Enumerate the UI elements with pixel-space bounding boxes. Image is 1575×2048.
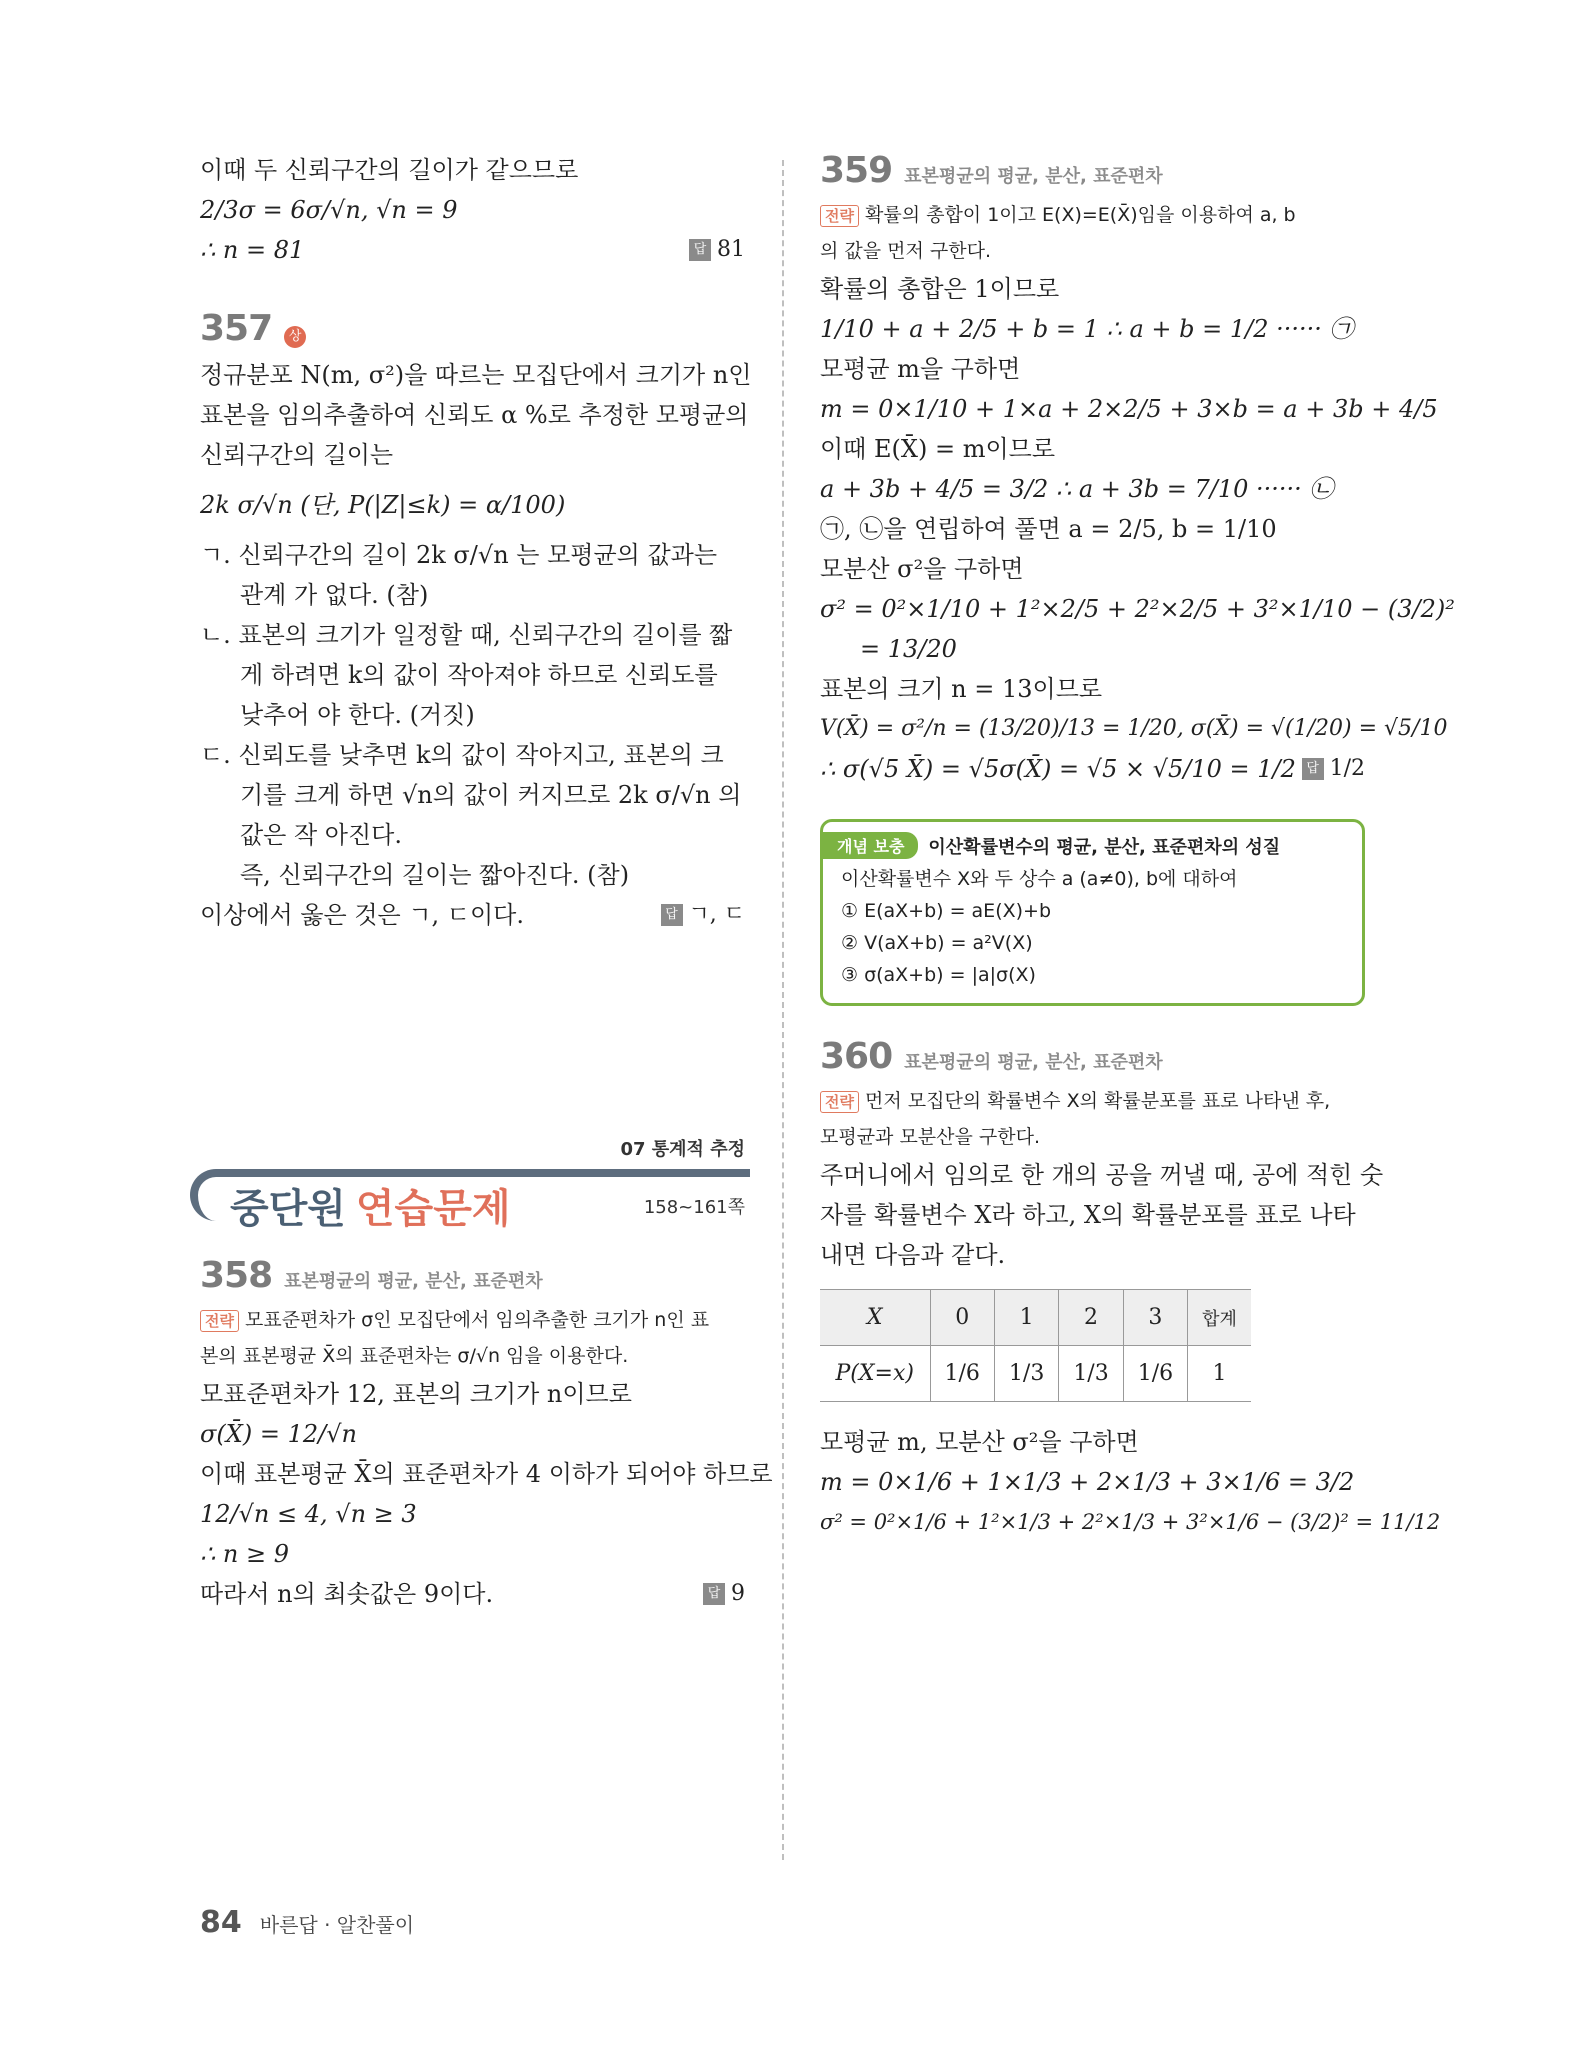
concept-header — [837, 832, 1344, 859]
probability-table — [820, 1289, 1251, 1402]
concept-box — [820, 819, 1365, 1006]
answer-badge — [703, 1574, 745, 1614]
table-cell: 1 — [1188, 1346, 1251, 1402]
math-line: 1/10 + a + 2/5 + b = 1 ∴ a + b = 1/2 ······ ㉠ — [820, 315, 1354, 343]
concept-line: ① E(aX+b) = aE(X)+b — [841, 900, 1052, 922]
table-cell: 3 — [1123, 1290, 1187, 1346]
answer-value: 1/2 — [1329, 756, 1365, 781]
concept-line: ② V(aX+b) = a²V(X) — [841, 932, 1033, 954]
problem-topic: 표본평균의 평균, 분산, 표준편차 — [284, 1271, 543, 1292]
strategy-tag: 전략 — [820, 1091, 859, 1113]
strategy-line: 모평균과 모분산을 구한다. — [820, 1126, 1041, 1148]
text-line: 모평균 m을 구하면 — [820, 355, 1021, 383]
math-line: ∴ σ(√5 X̄) = √5σ(X̄) = √5 × √5/10 = 1/2 — [820, 755, 1296, 783]
strategy-line: 먼저 모집단의 확률변수 X의 확률분포를 표로 나타낸 후, — [864, 1090, 1331, 1112]
strategy-line: 의 값을 먼저 구한다. — [820, 240, 991, 262]
problem-number: 357 — [200, 308, 273, 349]
answer-icon: 답 — [703, 1583, 725, 1605]
footer-text: 바른답 · 알찬풀이 — [259, 1913, 415, 1937]
math-line: m = 0×1/6 + 1×1/3 + 2×1/3 + 3×1/6 = 3/2 — [820, 1468, 1355, 1496]
table-cell: 1/3 — [1059, 1346, 1123, 1402]
table-row — [820, 1290, 1251, 1346]
page-number: 84 — [200, 1905, 242, 1940]
section-title-b: 연습문제 — [355, 1186, 511, 1232]
page-footer — [200, 1905, 414, 1940]
table-cell: 0 — [930, 1290, 994, 1346]
difficulty-badge: 상 — [284, 326, 306, 348]
math-line: 12/√n ≤ 4, √n ≥ 3 — [200, 1500, 417, 1528]
concept-tag: 개념 보충 — [823, 832, 918, 859]
concept-line: 이산확률변수 X와 두 상수 a (a≠0), b에 대하여 — [841, 868, 1238, 890]
strategy-line: 본의 표본평균 X̄의 표준편차는 σ/√n 임을 이용한다. — [200, 1345, 629, 1367]
answer-badge — [1302, 749, 1365, 789]
table-cell: 합계 — [1188, 1290, 1251, 1346]
math-line: σ(X̄) = 12/√n — [200, 1420, 357, 1448]
list-item: ㄱ. 신뢰구간의 길이 2k σ/√n 는 모평균의 값과는 관계 가 없다. (참) — [200, 541, 718, 609]
strategy-tag: 전략 — [820, 205, 859, 227]
table-cell: 1/6 — [930, 1346, 994, 1402]
answer-badge — [689, 230, 745, 270]
table-cell: 1/6 — [1123, 1346, 1187, 1402]
problem-358-header — [200, 1255, 745, 1296]
text-line: 표본의 크기 n = 13이므로 — [820, 675, 1103, 703]
text-line: 즉, 신뢰구간의 길이는 짧아진다. (참) — [240, 861, 630, 889]
answer-badge — [661, 895, 746, 935]
answer-value: ㄱ, ㄷ — [688, 902, 745, 927]
strategy-text — [820, 1083, 1365, 1155]
text-line: 이때 E(X̄) = m이므로 — [820, 435, 1056, 463]
text-line: 자를 확률변수 X라 하고, X의 확률분포를 표로 나타 — [820, 1201, 1356, 1229]
problem-topic: 표본평균의 평균, 분산, 표준편차 — [904, 166, 1163, 187]
right-column — [820, 150, 1455, 1542]
math-line: 2/3σ = 6σ/√n, √n = 9 — [200, 196, 458, 224]
answer-value: 9 — [731, 1581, 745, 1606]
text-line: 정규분포 N(m, σ²)을 따르는 모집단에서 크기가 n인 — [200, 361, 752, 389]
table-cell: 2 — [1059, 1290, 1123, 1346]
problem-359-header — [820, 150, 1365, 191]
text-line: 이때 표본평균 X̄의 표준편차가 4 이하가 되어야 하므로 — [200, 1460, 773, 1488]
text-line: 표본을 임의추출하여 신뢰도 α %로 추정한 모평균의 — [200, 401, 749, 429]
text-line: 신뢰구간의 길이는 — [200, 441, 394, 469]
math-line: V(X̄) = σ²/n = (13/20)/13 = 1/20, σ(X̄) = √(1/20) = √5/10 — [820, 716, 1448, 741]
text-line: 모분산 σ²을 구하면 — [820, 555, 1024, 583]
text-line: 모평균 m, 모분산 σ²을 구하면 — [820, 1428, 1139, 1456]
section-title — [230, 1177, 510, 1234]
math-line: 2k σ/√n (단, P(|Z|≤k) = α/100) — [200, 491, 566, 519]
text-line: 확률의 총합은 1이므로 — [820, 275, 1060, 303]
table-cell: X — [820, 1290, 930, 1346]
problem-357-header — [200, 308, 745, 349]
math-line: a + 3b + 4/5 = 3/2 ∴ a + 3b = 7/10 ······ ㉡ — [820, 475, 1334, 503]
strategy-tag: 전략 — [200, 1310, 239, 1332]
left-column — [200, 150, 773, 1614]
list-item: ㄷ. 신뢰도를 낮추면 k의 값이 작아지고, 표본의 크기를 크게 하면 √n의 값이 커지므로 2k σ/√n 의 값은 작 아진다. — [200, 741, 742, 849]
table-cell: P(X=x) — [820, 1346, 930, 1402]
problem-topic: 표본평균의 평균, 분산, 표준편차 — [904, 1052, 1163, 1073]
strategy-text — [820, 197, 1365, 269]
answer-icon: 답 — [661, 904, 683, 926]
concept-line: ③ σ(aX+b) = |a|σ(X) — [841, 964, 1036, 986]
answer-row — [200, 1574, 745, 1614]
answer-value: 81 — [717, 237, 745, 262]
table-cell: 1 — [994, 1290, 1058, 1346]
answer-row — [200, 895, 745, 935]
answer-row — [200, 230, 745, 270]
text-line: 이상에서 옳은 것은 ㄱ, ㄷ이다. — [200, 901, 524, 929]
table-row — [820, 1346, 1251, 1402]
problem-360-header — [820, 1036, 1365, 1077]
strategy-line: 모표준편차가 σ인 모집단에서 임의추출한 크기가 n인 표 — [244, 1309, 710, 1331]
math-line: σ² = 0²×1/10 + 1²×2/5 + 2²×2/5 + 3²×1/10 − (3/2)² — [820, 595, 1455, 623]
math-line: σ² = 0²×1/6 + 1²×1/3 + 2²×1/3 + 3²×1/6 − (3/2)² = 11/12 — [820, 1510, 1441, 1534]
section-pages: 158~161쪽 — [643, 1197, 745, 1218]
problem-number: 360 — [820, 1036, 893, 1077]
text-line: 모표준편차가 12, 표본의 크기가 n이므로 — [200, 1380, 632, 1408]
concept-title: 이산확률변수의 평균, 분산, 표준편차의 성질 — [928, 836, 1281, 858]
answer-row — [820, 749, 1365, 789]
section-subtitle: 07 통계적 추정 — [620, 1139, 745, 1160]
math-line: ∴ n = 81 — [200, 236, 305, 264]
math-line: ∴ n ≥ 9 — [200, 1540, 289, 1568]
list-item: ㄴ. 표본의 크기가 일정할 때, 신뢰구간의 길이를 짧게 하려면 k의 값이 작아져야 하므로 신뢰도를 낮추어 야 한다. (거짓) — [200, 621, 733, 729]
problem-number: 359 — [820, 150, 893, 191]
column-divider — [782, 160, 784, 1860]
section-banner — [200, 1135, 745, 1235]
text-line: 내면 다음과 같다. — [820, 1241, 1006, 1269]
math-line: m = 0×1/10 + 1×a + 2×2/5 + 3×b = a + 3b + 4/5 — [820, 395, 1438, 423]
table-cell: 1/3 — [994, 1346, 1058, 1402]
answer-icon: 답 — [1302, 758, 1324, 780]
math-line: = 13/20 — [860, 635, 957, 663]
text-line: ㉠, ㉡을 연립하여 풀면 a = 2/5, b = 1/10 — [820, 515, 1277, 543]
text-line: 이때 두 신뢰구간의 길이가 같으므로 — [200, 156, 579, 184]
answer-icon: 답 — [689, 239, 711, 261]
text-line: 따라서 n의 최솟값은 9이다. — [200, 1580, 494, 1608]
text-line: 주머니에서 임의로 한 개의 공을 꺼낼 때, 공에 적힌 숫 — [820, 1161, 1384, 1189]
strategy-text — [200, 1302, 745, 1374]
problem-number: 358 — [200, 1255, 273, 1296]
strategy-line: 확률의 총합이 1이고 E(X)=E(X̄)임을 이용하여 a, b — [864, 204, 1296, 226]
section-title-a: 중단원 — [230, 1186, 346, 1232]
